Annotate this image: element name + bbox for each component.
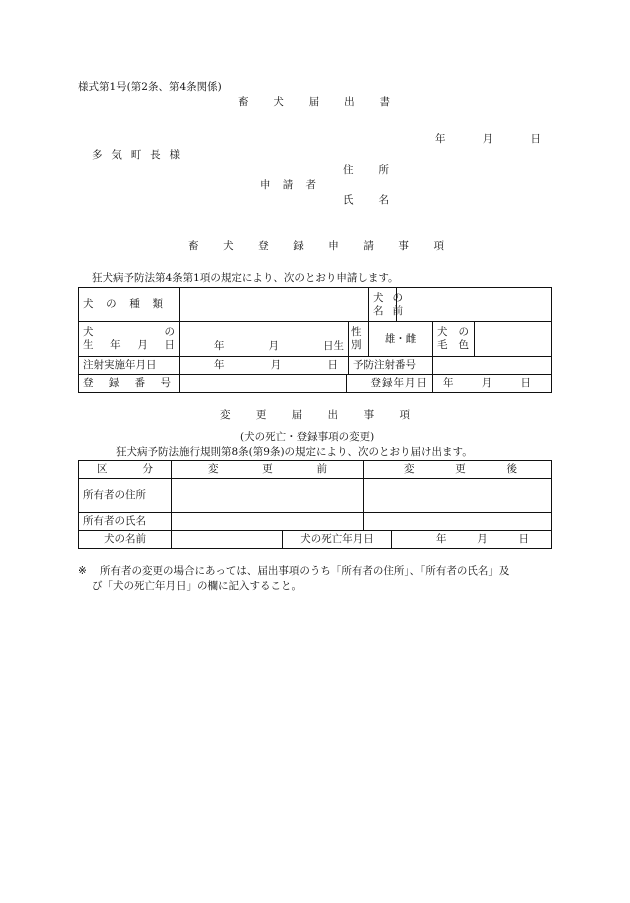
birth-date-label: 犬 の 生 年 月 日 xyxy=(79,322,180,357)
vaccination-number-field[interactable] xyxy=(433,357,552,375)
registration-date-label: 登録年月日 xyxy=(347,375,433,393)
after-change-header: 変 更 後 xyxy=(364,461,552,479)
dog-name-field[interactable] xyxy=(172,531,283,549)
vaccination-number-label: 予防注射番号 xyxy=(349,357,433,375)
coat-color-label: 犬 の 毛 色 xyxy=(433,322,475,357)
note-line-2: び「犬の死亡年月日」の欄に記入すること。 xyxy=(92,580,302,592)
death-date-label: 犬の死亡年月日 xyxy=(283,531,392,549)
owner-name-label: 所有者の氏名 xyxy=(79,513,172,531)
owner-name-after-field[interactable] xyxy=(364,513,552,531)
applicant-label: 申 請 者 xyxy=(260,179,316,191)
title-char: 出 xyxy=(344,96,355,108)
registration-number-label: 登 録 番 号 xyxy=(79,375,180,393)
registration-heading: 畜 犬 登 録 申 請 事 項 xyxy=(188,240,444,252)
address-label: 住 所 xyxy=(343,164,389,176)
change-heading: 変 更 届 出 事 項 xyxy=(220,409,410,421)
addressee: 多 気 町 長 様 xyxy=(92,149,180,161)
title-char: 届 xyxy=(308,96,320,108)
dog-name-field[interactable] xyxy=(397,288,552,322)
registration-date-field[interactable]: 年 月 日 xyxy=(433,375,552,393)
dog-name-label: 犬の名前 xyxy=(79,531,172,549)
dog-name-label: 犬 の 名 前 xyxy=(369,288,397,322)
dog-breed-label: 犬 の 種 類 xyxy=(79,288,180,322)
owner-name-before-field[interactable] xyxy=(172,513,364,531)
coat-color-field[interactable] xyxy=(475,322,552,357)
owner-address-before-field[interactable] xyxy=(172,479,364,513)
change-table xyxy=(78,460,552,549)
form-number: 様式第1号(第2条、第4条関係) xyxy=(78,81,222,93)
death-date-field[interactable]: 年 月 日 xyxy=(392,531,552,549)
sex-field[interactable]: 雄・雌 xyxy=(369,322,433,357)
document-title xyxy=(238,97,390,108)
registration-table xyxy=(78,287,552,393)
submission-date: 年 月 日 xyxy=(435,133,541,145)
sex-label: 性 別 xyxy=(349,322,369,357)
change-subheading: (犬の死亡・登録事項の変更) xyxy=(240,431,375,443)
vaccination-date-label: 注射実施年月日 xyxy=(79,357,180,375)
title-char: 犬 xyxy=(273,96,284,108)
dog-breed-field[interactable] xyxy=(180,288,369,322)
name-label: 氏 名 xyxy=(343,194,389,206)
note-line-1: 所有者の変更の場合にあっては、届出事項のうち「所有者の住所」、「所有者の氏名」及 xyxy=(100,565,510,577)
owner-address-label: 所有者の住所 xyxy=(79,479,172,513)
birth-date-field[interactable]: 年 月 日生 xyxy=(180,322,349,357)
category-header: 区 分 xyxy=(79,461,172,479)
registration-number-field[interactable] xyxy=(180,375,347,393)
title-char: 書 xyxy=(379,96,390,108)
registration-intro: 狂犬病予防法第4条第1項の規定により、次のとおり申請します。 xyxy=(92,272,399,284)
before-change-header: 変 更 前 xyxy=(172,461,364,479)
title-char: 畜 xyxy=(238,96,249,108)
note-mark: ※ xyxy=(78,565,87,577)
vaccination-date-field[interactable]: 年 月 日 xyxy=(180,357,349,375)
change-intro: 狂犬病予防法施行規則第8条(第9条)の規定により、次のとおり届け出ます。 xyxy=(116,446,473,458)
owner-address-after-field[interactable] xyxy=(364,479,552,513)
